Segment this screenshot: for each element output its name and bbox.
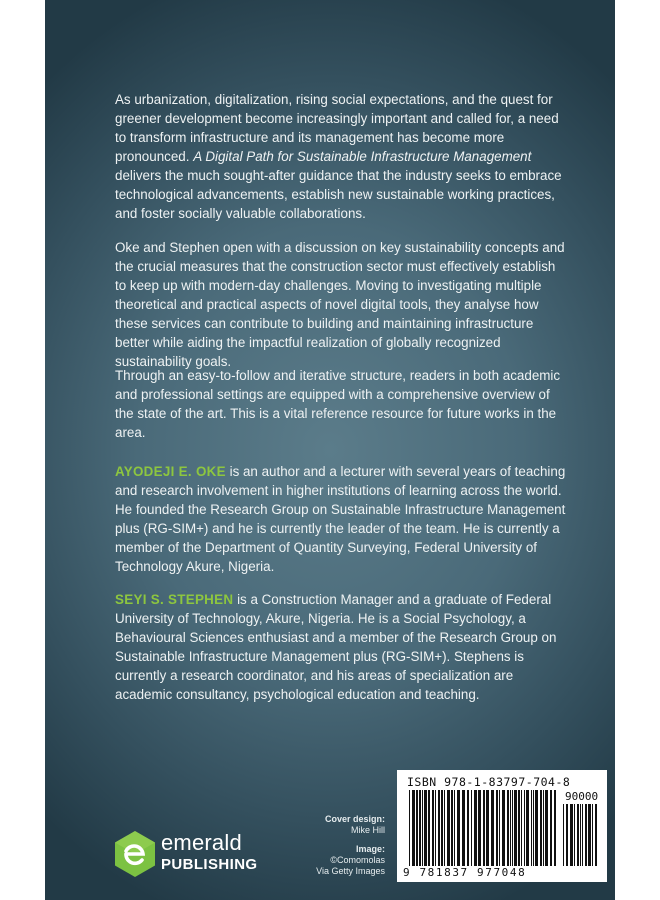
barcode-bar — [535, 790, 538, 866]
barcode-bar — [412, 790, 415, 866]
barcode-bar — [580, 804, 581, 866]
cover-design-value: Mike Hill — [350, 825, 385, 835]
barcode-bar — [499, 790, 500, 866]
barcode-bar — [454, 790, 455, 866]
author-bio-oke: AYODEJI E. OKE is an author and a lecturer with several years of teaching and research involvement in higher institutions of learning across the world. He founded the Research Group on Sustainable Infrastructure Management plus (RG-SIM+) and he is currently the leader of the team. He is currently a member of the Department of Quantity Surveying, Federal University of Technology Akure, Nigeria. — [115, 464, 566, 574]
barcode-bar — [550, 790, 552, 866]
barcode-bar — [416, 790, 418, 866]
author-bio-stephen: SEYI S. STEPHEN is a Construction Manager and a graduate of Federal University of Technology, Akure, Nigeria. He is a Social Psychology, a Behavioural Sciences enthusiast and a member of the Research Group on Sustainable Infrastructure Management plus (RG-SIM+). Stephens is currently a research coordinator, and his areas of specialization are academic consultancy, psychological education and teaching. — [115, 592, 557, 702]
cover-design-label: Cover design: — [324, 814, 385, 824]
barcode-bar — [467, 790, 469, 866]
barcode-bar — [474, 790, 477, 866]
emerald-e-icon — [113, 830, 157, 878]
barcode-bars — [409, 790, 559, 866]
barcode-bar — [438, 790, 440, 866]
book-title: A Digital Path for Sustainable Infrastructure Management — [193, 149, 532, 164]
image-label: Image: — [355, 844, 385, 854]
barcode-bar — [409, 790, 410, 866]
barcode-bar — [563, 804, 564, 866]
barcode-bar — [570, 804, 573, 866]
barcode-bar — [518, 790, 520, 866]
description-paragraph-2: Oke and Stephen open with a discussion on key sustainability concepts and the crucial measures that the construction sector must effectively establish to keep up with modern-day challenges. Moving to investigating multiple theoretical and practical aspects of novel digital tools, they analyse how these services can contribute to building and maintaining infrastructure better while aiding the impactful realization of globally recognized sustainability goals. — [115, 240, 565, 369]
image-credits — [313, 814, 385, 877]
barcode-bar — [483, 790, 485, 866]
barcode-bar — [588, 804, 591, 866]
barcode-bar — [554, 790, 556, 866]
barcode-bar — [566, 804, 568, 866]
barcode-bar — [422, 790, 423, 866]
barcode-bar — [510, 790, 511, 866]
barcode-bar — [512, 790, 513, 866]
barcode-bar — [491, 790, 494, 866]
price-code: 90000 — [565, 790, 599, 803]
barcode-bar — [514, 790, 517, 866]
author-name: AYODEJI E. OKE — [115, 464, 226, 479]
image-credit-source: Via Getty Images — [316, 866, 385, 876]
barcode-bar — [543, 790, 544, 866]
barcode-bar — [533, 790, 534, 866]
barcode-bar — [545, 790, 548, 866]
barcode-bar — [521, 790, 522, 866]
barcode-bar — [582, 804, 583, 866]
barcode-bar — [441, 790, 443, 866]
barcode-bar — [585, 804, 587, 866]
isbn-label: ISBN 978-1-83797-704-8 — [407, 775, 571, 789]
barcode-bar — [471, 790, 472, 866]
barcode-bar — [526, 790, 529, 866]
publisher-logo — [113, 828, 283, 880]
barcode-bar — [496, 790, 498, 866]
barcode-bar — [432, 790, 434, 866]
image-credit-value: ©Comomolas — [330, 855, 385, 865]
barcode-bar — [507, 790, 509, 866]
barcode-bar — [592, 804, 593, 866]
barcode-bar — [435, 790, 436, 866]
barcode-bar — [574, 804, 575, 866]
barcode-bar — [478, 790, 481, 866]
ean-digits: 9 781837 977048 — [403, 866, 527, 879]
barcode-bar — [451, 790, 453, 866]
description-paragraph-3: Through an easy-to-follow and iterative structure, readers in both academic and professional settings are equipped with a comprehensive overview of the state of the art. This is a vital reference resource for future works in the area. — [115, 368, 561, 440]
description-paragraph-1: As urbanization, digitalization, rising social expectations, and the quest for greener development become increasingly important and called for, a need to transform infrastructure and its management has become more pronounced. A Digital Path for Sustainable Infrastructure Management delivers the much sought-after guidance that the industry seeks to embrace technological advancements, establish new sustainable working practices, and foster socially valuable collaborations. — [115, 92, 562, 221]
logo-subtitle: PUBLISHING — [161, 856, 258, 873]
logo-wordmark: emerald — [161, 830, 242, 855]
barcode-bar — [419, 790, 421, 866]
barcode-bar — [444, 790, 445, 866]
isbn-barcode — [397, 770, 607, 882]
addon-barcode-bars — [563, 804, 599, 866]
barcode-bar — [502, 790, 505, 866]
barcode-bar — [524, 790, 525, 866]
back-cover — [45, 0, 615, 900]
author-name: SEYI S. STEPHEN — [115, 592, 234, 607]
barcode-bar — [595, 804, 597, 866]
barcode-bar — [447, 790, 450, 866]
barcode-bar — [486, 790, 489, 866]
barcode-bar — [540, 790, 542, 866]
barcode-bar — [577, 804, 579, 866]
barcode-bar — [531, 790, 532, 866]
barcode-bar — [428, 790, 430, 866]
barcode-bar — [457, 790, 460, 866]
barcode-bar — [462, 790, 465, 866]
barcode-bar — [424, 790, 427, 866]
